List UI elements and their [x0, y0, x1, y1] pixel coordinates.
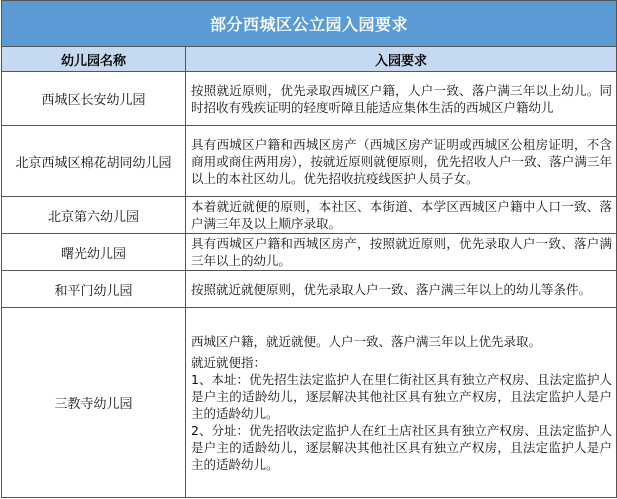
admission-requirement	[186, 308, 617, 498]
kindergarten-name: 三教寺幼儿园	[2, 308, 186, 498]
kindergarten-name: 西城区长安幼儿园	[2, 72, 186, 126]
table-row	[2, 308, 617, 498]
table-row	[2, 197, 617, 234]
kindergarten-name: 曙光幼儿园	[2, 234, 186, 271]
requirement-line: 就近就便指：	[191, 354, 267, 370]
kindergarten-name: 北京第六幼儿园	[2, 197, 186, 234]
admission-requirement: 按照就近就便原则，优先录取人户一致、落户满三年以上的幼儿等条件。	[186, 271, 617, 308]
table-header-row	[2, 47, 617, 72]
table-row	[2, 234, 617, 271]
table-title: 部分西城区公立园入园要求	[2, 1, 617, 47]
column-header-name: 幼儿园名称	[2, 47, 186, 72]
admission-requirement: 具有西城区户籍和西城区房产，按照就近原则，优先录取人户一致、落户满三年以上的幼儿。	[186, 234, 617, 271]
requirement-line: 2、分址：优先招收法定监护人在红土店社区具有独立产权房、且法定监护人是户主的适龄幼儿，逐层解决其他社区具有独立产权房，且法定监护人是户主的适龄幼儿。	[191, 422, 613, 472]
kindergarten-requirements-table	[1, 0, 617, 498]
table-row	[2, 72, 617, 126]
table-title-row	[2, 1, 617, 47]
kindergarten-name: 北京西城区棉花胡同幼儿园	[2, 126, 186, 197]
admission-requirement: 本着就近就便的原则，本社区、本街道、本学区西城区户籍中人口一致、落户满三年及以上顺序录取。	[186, 197, 617, 234]
column-header-requirement: 入园要求	[186, 47, 617, 72]
requirement-line: 1、本址：优先招生法定监护人在里仁街社区具有独立产权房、且法定监护人是户主的适龄幼儿，逐层解决其他社区具有独立产权房，且法定监护人是户主的适龄幼儿。	[191, 371, 613, 421]
admission-requirement: 按照就近原则，优先录取西城区户籍，人户一致、落户满三年以上幼儿。同时招收有残疾证明的轻度听障且能适应集体生活的西城区户籍幼儿	[186, 72, 617, 126]
kindergarten-name: 和平门幼儿园	[2, 271, 186, 308]
admission-requirement: 具有西城区户籍和西城区房产（西城区房产证明或西城区公租房证明，不含商用或商住两用房），按就近原则就便原则，优先招收人户一致、落户满三年以上的本社区幼儿。优先招收抗疫线医护人员子女。	[186, 126, 617, 197]
requirement-line: 西城区户籍，就近就便。人户一致、落户满三年以上优先录取。	[191, 333, 542, 349]
table-row	[2, 126, 617, 197]
table-row	[2, 271, 617, 308]
